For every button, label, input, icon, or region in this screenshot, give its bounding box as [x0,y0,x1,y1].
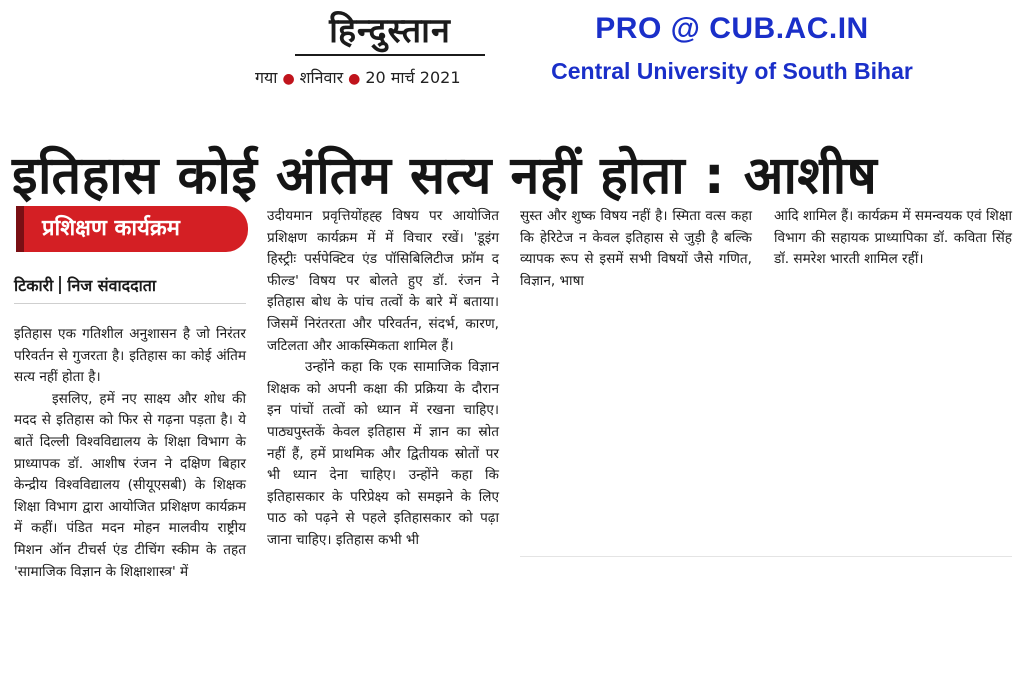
dateline-date: 20 मार्च 2021 [365,68,461,87]
paragraph: आदि शामिल हैं। कार्यक्रम में समन्वयक एवं शिक्षा विभाग की सहायक प्राध्यापिका डॉ. कविता सिंह डॉ. समरेश भारती शामिल रहीं। [774,208,1012,268]
dateline-separator-dot: ● [348,71,361,87]
paragraph: इतिहास एक गतिशील अनुशासन है जो निरंतर परिवर्तन से गुजरता है। इतिहास का कोई अंतिम सत्य नहीं होता है। [14,326,246,386]
paragraph: सुस्त और शुष्क विषय नहीं है। स्मिता वत्स कहा कि हेरिटेज न केवल इतिहास से जुड़ी है बल्कि व्यापक रूप से इसमें सभी विषयों जैसे गणित, विज्ञान, भाषा [520,208,752,289]
dateline-day: शनिवार [299,68,344,87]
byline-separator [59,276,61,294]
paragraph: इसलिए, हमें नए साक्ष्य और शोध की मदद से इतिहास को फिर से गढ़ना पड़ता है। ये बातें दिल्ली विश्वविद्यालय के शिक्षा विभाग के प्राध्यापक डॉ. आशीष रंजन ने दक्षिण बिहार केन्द्रीय विश्वविद्यालय (सीयूएसबी) के शिक्षक शिक्षा विभाग द्वारा आयोजित प्रशिक्षण कार्यक्रम में कहीं। पंडित मदन मोहन मालवीय राष्ट्रीय मिशन ऑन टीचर्स एंड टीचिंग स्कीम के तहत 'सामाजिक विज्ञान के शिक्षाशास्त्र' में [14,390,246,580]
article-column-4 [774,206,1012,271]
dateline-separator-dot: ● [282,71,295,87]
dateline-city: गया [255,68,278,87]
newspaper-masthead: हिन्दुस्तान [290,6,490,56]
byline-place: टिकारी [14,276,54,295]
byline-rule [14,303,246,304]
column-end-rule [520,556,1012,557]
paragraph: उदीयमान प्रवृत्तियोंहह्ह विषय पर आयोजित प्रशिक्षण कार्यक्रम में में विचार रखें। 'डूइंग हिस्ट्रीः पर्सपेक्टिव एंड पॉसिबिलिटीज फ्रॉम द फील्ड' विषय पर बोलते हुए डॉ. रंजन ने इतिहास बोध के पांच तत्वों के बारे में बताया। जिसमें निरंतरता और परिवर्तन, संदर्भ, कारण, जटिलता और आकस्मिकता शामिल हैं। [267,208,499,354]
article-headline: इतिहास कोई अंतिम सत्य नहीं होता : आशीष [12,145,878,206]
article-column-3 [520,206,752,292]
dateline [255,66,461,88]
section-tag-label: प्रशिक्षण कार्यक्रम [42,216,180,241]
article-column-1 [14,324,246,583]
university-name-watermark: Central University of South Bihar [551,58,913,84]
article-column-2 [267,206,499,552]
pro-email-watermark: PRO @ CUB.AC.IN [595,12,869,45]
byline [14,274,156,296]
byline-reporter: निज संवाददाता [67,276,157,295]
section-tag [16,206,248,252]
paragraph: उन्होंने कहा कि एक सामाजिक विज्ञान शिक्षक को अपनी कक्षा की प्रक्रिया के दौरान इन पांचों तत्वों को ध्यान में रखना चाहिए। पाठ्यपुस्तकें केवल इतिहास में ज्ञान का स्रोत नहीं हैं, हमें प्राथमिक और द्वितीयक स्रोतों पर भी ध्यान देना चाहिए। उन्होंने कहा कि इतिहासकार के परिप्रेक्ष्य को समझने के लिए पाठ को पढ़ने से पहले इतिहासकार को पढ़ा जाना चाहिए। इतिहास कभी भी [267,359,499,548]
